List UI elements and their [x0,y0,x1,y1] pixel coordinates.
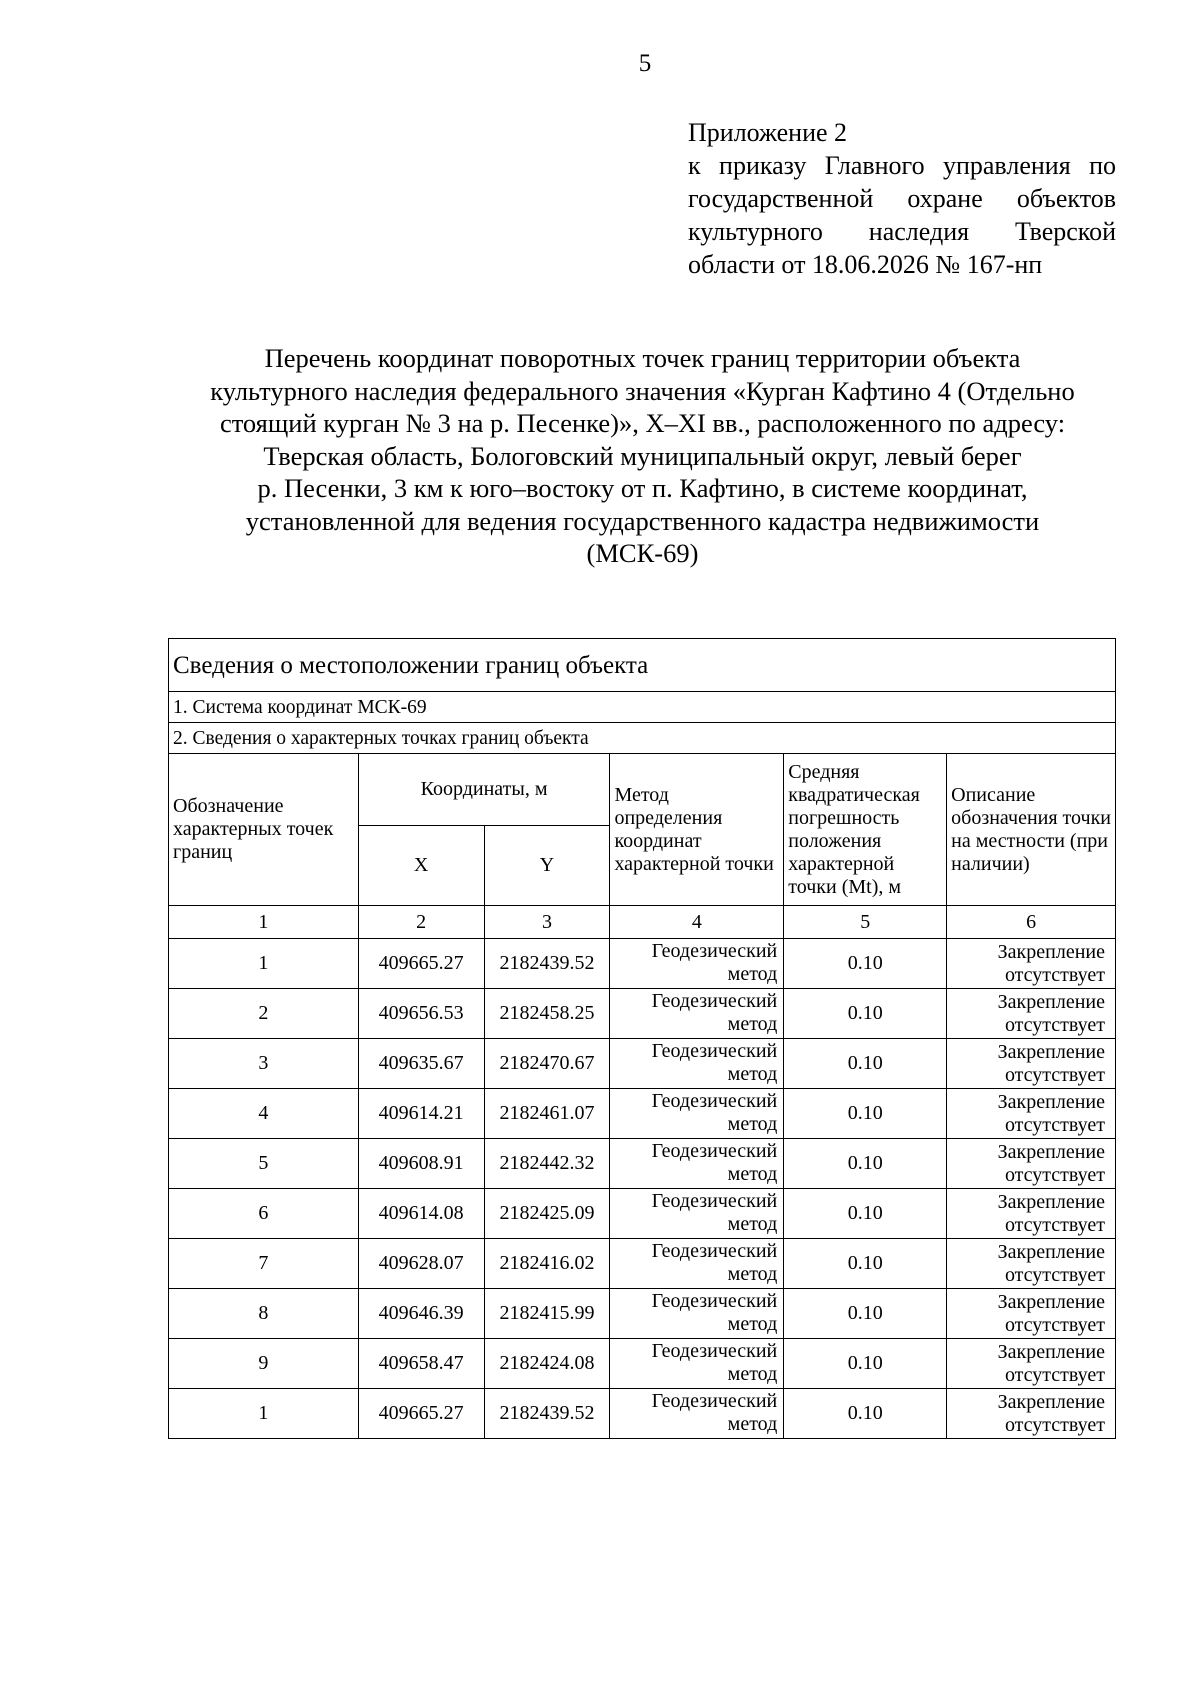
x-coordinate: 409658.47 [358,1339,484,1389]
description-line: отсутствует [1004,1263,1105,1286]
description-cell [947,989,1116,1039]
column-number: 3 [484,906,610,939]
column-number: 6 [947,906,1116,939]
y-coordinate: 2182439.52 [484,1389,610,1439]
error-value: 0.10 [784,1289,947,1339]
header-method: Метод определения координат характерной точки [610,754,784,906]
y-coordinate: 2182425.09 [484,1189,610,1239]
column-number: 1 [169,906,359,939]
description-line: Закрепление [997,1140,1105,1163]
table-body [169,939,1116,1439]
heading-line: Тверская область, Бологовский муниципальный округ, левый берег [263,440,1022,471]
description-cell [947,1089,1116,1139]
description-line: Закрепление [997,1290,1105,1313]
heading-line: культурного наследия федерального значения «Курган Кафтино 4 (Отдельно [210,375,1075,406]
description-cell [947,1289,1116,1339]
x-coordinate: 409614.08 [358,1189,484,1239]
description-line: отсутствует [1004,1113,1105,1136]
description-line: Закрепление [997,990,1105,1013]
error-value: 0.10 [784,1339,947,1389]
method-line: Геодезический [651,1140,778,1162]
description-line: отсутствует [1004,1163,1105,1186]
column-number: 5 [784,906,947,939]
method-line: Геодезический [651,990,778,1012]
table-row [169,989,1116,1039]
description-cell [947,1389,1116,1439]
y-coordinate: 2182416.02 [484,1239,610,1289]
heading-line: Перечень координат поворотных точек границ территории объекта [264,343,1021,373]
error-value: 0.10 [784,1189,947,1239]
y-coordinate: 2182424.08 [484,1339,610,1389]
table-row [169,1089,1116,1139]
points-info-label: 2. Сведения о характерных точках границ объекта [169,723,1116,754]
method-line: Геодезический [651,1040,778,1062]
method-line: Геодезический [651,940,778,962]
description-line: Закрепление [997,1390,1105,1413]
method-line: Геодезический [651,1390,778,1412]
x-coordinate: 409646.39 [358,1289,484,1339]
point-id: 1 [169,1389,359,1439]
table-row [169,1289,1116,1339]
appendix-title: Приложение 2 [688,118,848,147]
error-value: 0.10 [784,989,947,1039]
appendix-body: к приказу Главного управления по государственной охране объектов культурного наследия Тверской области от 18.06.2026 № 167-нп [688,151,1116,279]
table-section-title: Сведения о местоположении границ объекта [169,639,1116,692]
x-coordinate: 409628.07 [358,1239,484,1289]
description-cell [947,1339,1116,1389]
point-id: 8 [169,1289,359,1339]
description-line: Закрепление [997,1190,1105,1213]
description-cell [947,1239,1116,1289]
method-line: Геодезический [651,1290,778,1312]
table-section-title-row [169,639,1116,692]
point-id: 3 [169,1039,359,1089]
error-value: 0.10 [784,939,947,989]
coord-system-label: 1. Система координат МСК-69 [169,692,1116,723]
method-cell [610,1089,784,1139]
description-cell [947,939,1116,989]
method-cell [610,1189,784,1239]
method-line: метод [727,963,778,985]
method-line: Геодезический [651,1190,778,1212]
y-coordinate: 2182458.25 [484,989,610,1039]
description-line: Закрепление [997,1240,1105,1263]
y-coordinate: 2182470.67 [484,1039,610,1089]
point-id: 5 [169,1139,359,1189]
x-coordinate: 409665.27 [358,1389,484,1439]
table-row [169,1389,1116,1439]
heading-line: р. Песенки, 3 км к юго–востоку от п. Кафтино, в системе координат, [257,473,1028,503]
description-line: отсутствует [1004,1013,1105,1036]
method-line: метод [727,1363,778,1385]
description-cell [947,1039,1116,1089]
error-value: 0.10 [784,1139,947,1189]
header-y: Y [484,826,610,906]
document-heading [150,342,1135,570]
header-coords: Координаты, м [358,754,610,826]
method-line: метод [727,1013,778,1035]
point-id: 6 [169,1189,359,1239]
table-row [169,1239,1116,1289]
error-value: 0.10 [784,1239,947,1289]
description-cell [947,1189,1116,1239]
coord-system-row [169,692,1116,723]
table-row [169,939,1116,989]
description-line: отсутствует [1004,1363,1105,1386]
method-cell [610,1139,784,1189]
heading-line: установленной для ведения государственного кадастра недвижимости [245,505,1040,536]
table-row [169,1189,1116,1239]
column-number-row [169,906,1116,939]
error-value: 0.10 [784,1389,947,1439]
description-line: Закрепление [997,1340,1105,1363]
point-id: 1 [169,939,359,989]
method-line: метод [727,1163,778,1185]
method-cell [610,939,784,989]
point-id: 9 [169,1339,359,1389]
method-line: метод [727,1063,778,1085]
y-coordinate: 2182439.52 [484,939,610,989]
description-line: отсутствует [1004,1413,1105,1436]
method-cell [610,1239,784,1289]
column-number: 4 [610,906,784,939]
x-coordinate: 409614.21 [358,1089,484,1139]
y-coordinate: 2182442.32 [484,1139,610,1189]
column-number: 2 [358,906,484,939]
method-line: метод [727,1113,778,1135]
header-row [169,754,1116,826]
appendix-block [688,116,1116,281]
page-number: 5 [638,50,652,77]
points-info-row [169,723,1116,754]
method-line: метод [727,1313,778,1335]
x-coordinate: 409656.53 [358,989,484,1039]
method-cell [610,1289,784,1339]
x-coordinate: 409665.27 [358,939,484,989]
error-value: 0.10 [784,1089,947,1139]
point-id: 7 [169,1239,359,1289]
method-cell [610,989,784,1039]
description-line: Закрепление [997,1040,1105,1063]
point-id: 4 [169,1089,359,1139]
description-line: Закрепление [997,940,1105,963]
x-coordinate: 409635.67 [358,1039,484,1089]
description-line: Закрепление [997,1090,1105,1113]
method-line: метод [727,1213,778,1235]
table-row [169,1339,1116,1389]
error-value: 0.10 [784,1039,947,1089]
point-id: 2 [169,989,359,1039]
header-error: Средняя квадратическая погрешность положения характерной точки (Mt), м [784,754,947,906]
method-line: метод [727,1413,778,1435]
description-line: отсутствует [1004,1313,1105,1336]
description-line: отсутствует [1004,963,1105,986]
method-line: Геодезический [651,1340,778,1362]
heading-line: стоящий курган № 3 на р. Песенке)», X–XI вв., расположенного по адресу: [219,408,1066,438]
table-row [169,1139,1116,1189]
method-cell [610,1389,784,1439]
description-line: отсутствует [1004,1063,1105,1086]
header-designation: Обозначение характерных точек границ [169,754,359,906]
method-cell [610,1339,784,1389]
coordinates-table [168,638,1116,1439]
table-row [169,1039,1116,1089]
description-cell [947,1139,1116,1189]
heading-line: (МСК-69) [586,538,699,568]
x-coordinate: 409608.91 [358,1139,484,1189]
header-x: X [358,826,484,906]
method-line: Геодезический [651,1240,778,1262]
method-cell [610,1039,784,1089]
method-line: Геодезический [651,1090,778,1112]
description-line: отсутствует [1004,1213,1105,1236]
y-coordinate: 2182415.99 [484,1289,610,1339]
y-coordinate: 2182461.07 [484,1089,610,1139]
method-line: метод [727,1263,778,1285]
header-description: Описание обозначения точки на местности (при наличии) [947,754,1116,906]
